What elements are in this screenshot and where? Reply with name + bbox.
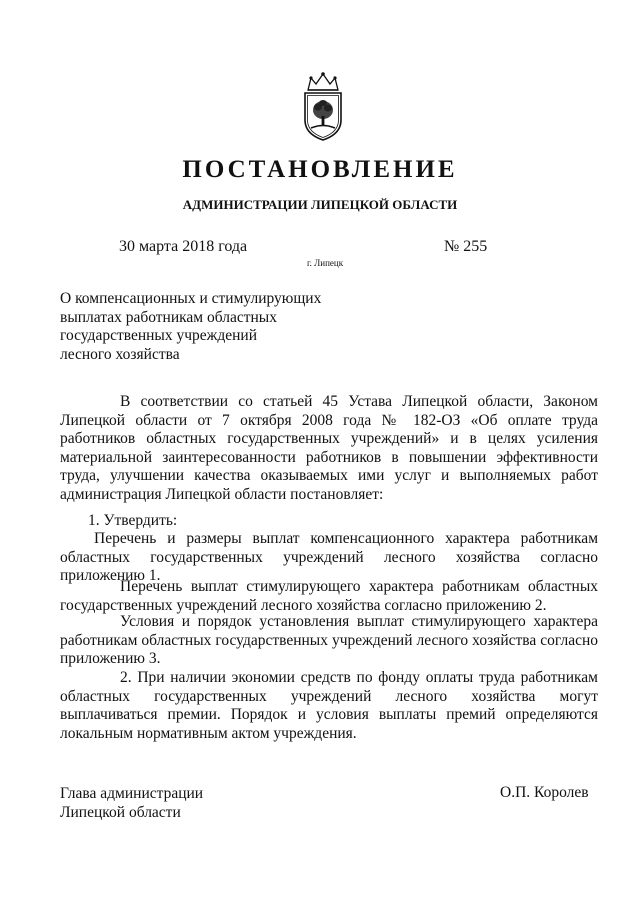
item-1-label: 1. Утвердить: (88, 512, 178, 529)
item-1c-paragraph: Условия и порядок установления выплат стимулирующего характера работникам областных государственных учреждений лесного хозяйства согласно приложению 3. (60, 613, 598, 667)
item-1-heading (60, 512, 598, 531)
document-number: № 255 (444, 238, 488, 255)
subject-line: О компенсационных и стимулирующих (60, 290, 322, 307)
subject-line: государственных учреждений (60, 327, 257, 344)
document-subject (60, 290, 321, 364)
document-city: г. Липецк (307, 258, 344, 268)
item-1b-paragraph: Перечень выплат стимулирующего характера работникам областных государственных учреждений лесного хозяйства согласно приложению 2. (60, 578, 598, 614)
document-subtitle: АДМИНИСТРАЦИИ ЛИПЕЦКОЙ ОБЛАСТИ (182, 197, 458, 212)
subject-line: лесного хозяйства (60, 345, 180, 363)
signatory-position-line: Липецкой области (60, 804, 181, 821)
signatory-position-line: Глава администрации (60, 785, 204, 802)
document-title: ПОСТАНОВЛЕНИЕ (182, 156, 458, 183)
intro-paragraph: В соответствии со статьей 45 Устава Липецкой области, Законом Липецкой области от 7 октября 2008 года № 182-ОЗ «Об оплате труда работников областных государственных учреждений» и в целях усиления материальной заинтересованности работников в повышении эффективности труда, улучшении качества оказываемых ими услуг и выполняемых работ администрация Липецкой области постановляет: (60, 393, 598, 503)
item-1a-paragraph: Перечень и размеры выплат компенсационного характера работникам областных государственных учреждений лесного хозяйства согласно приложению 1. (60, 530, 598, 584)
subject-line: выплатах работникам областных (60, 308, 277, 326)
item-2-paragraph: 2. При наличии экономии средств по фонду оплаты труда работникам областных государственных учреждений лесного хозяйства могут выплачиваться премии. Порядок и условия выплаты премий определяются локальным нормативным актом учреждения. (60, 669, 598, 742)
signatory-position (60, 784, 203, 822)
coat-of-arms-emblem (298, 70, 348, 142)
signatory-name: О.П. Королев (500, 784, 589, 801)
document-date: 30 марта 2018 года (119, 238, 248, 255)
